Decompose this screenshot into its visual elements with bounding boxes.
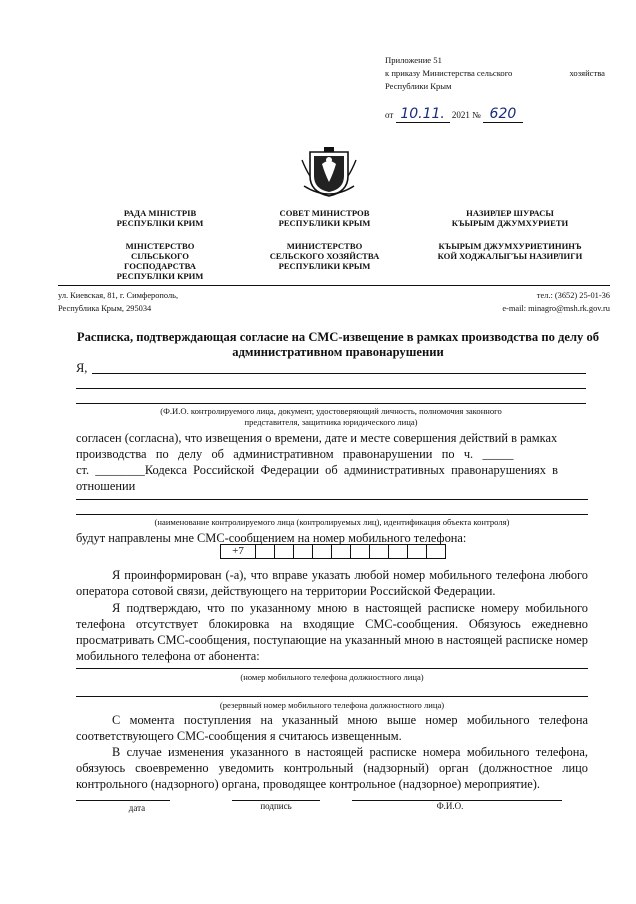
- consent-line3: ст. ________Кодекса Российской Федерации об административных правонарушениях в: [76, 463, 558, 477]
- address-street: ул. Киевская, 81, г. Симферополь,: [58, 291, 179, 300]
- header-divider: [58, 285, 610, 286]
- header-col3-line4: КОЙ ХОДЖАЛЫГЪЫ НАЗИРЛИГИ: [437, 251, 583, 261]
- date-caption: дата: [128, 803, 146, 813]
- reserve-phone-line[interactable]: [76, 696, 588, 697]
- target-input-line-2[interactable]: [76, 514, 588, 515]
- crimea-emblem-icon: [300, 146, 358, 198]
- phone-digit-box[interactable]: [407, 544, 427, 559]
- address-right: [420, 289, 610, 315]
- header-col2-line4: СЕЛЬСКОГО ХОЗЯЙСТВА: [269, 251, 380, 261]
- fio-caption-sign: Ф.И.О.: [436, 801, 464, 811]
- paragraph-notified: С момента поступления на указанный мною выше номер мобильного телефона соответствующего СМС-сообщения я считаюсь извещенным.: [76, 713, 588, 743]
- appendix-line3: Республики Крым: [385, 81, 452, 91]
- consent-line1: согласен (согласна), что извещения о времени, дате и месте совершения действий в рамках: [76, 431, 558, 445]
- header-col1-line1: РАДА МІНІСТРІВ: [123, 208, 197, 218]
- appendix-line1: Приложение 51: [385, 55, 442, 65]
- ya-label: Я,: [76, 361, 88, 375]
- consent-line2: производства по делу об административном правонарушении по ч. _____: [76, 447, 514, 461]
- header-col2-line5: РЕСПУБЛИКИ КРЫМ: [278, 261, 371, 271]
- phone-digit-box[interactable]: [369, 544, 389, 559]
- phone-digit-box[interactable]: [255, 544, 275, 559]
- header-col2-line3: МИНИСТЕРСТВО: [286, 241, 363, 251]
- address-phone: тел.: (3652) 25-01-36: [536, 291, 610, 300]
- fio-input-line-2[interactable]: [76, 388, 586, 389]
- paragraph-confirm: Я подтверждаю, что по указанному мною в настоящей расписке номеру мобильного телефона отсутствует блокировка на входящие СМС-сообщения. Обязуюсь ежедневно просматривать СМС-сообщения, поступающие на указанный мною в настоящей расписке номер мобильного телефона от абонента:: [76, 601, 588, 663]
- phone-digit-box[interactable]: [388, 544, 408, 559]
- phone-digit-box[interactable]: [293, 544, 313, 559]
- handwritten-number: 620: [483, 106, 523, 123]
- header-col3-line2: КЪЫРЫМ ДЖУМХУРИЕТИ: [451, 218, 569, 228]
- appendix-line2b: хозяйства: [569, 68, 605, 78]
- fio-input-line-3[interactable]: [76, 403, 586, 404]
- header-crimean-tatar: [410, 208, 610, 261]
- order-date-line: [385, 106, 523, 123]
- appendix-block: [385, 54, 605, 93]
- header-col1-line6: РЕСПУБЛІКИ КРИМ: [116, 271, 204, 281]
- date-prefix: от: [385, 110, 394, 120]
- address-left: [58, 289, 178, 315]
- address-email: e-mail: minagro@msh.rk.gov.ru: [502, 304, 610, 313]
- officer-phone-line[interactable]: [76, 668, 588, 669]
- header-col3-line1: НАЗИРЛЕР ШУРАСЫ: [466, 208, 554, 218]
- appendix-line2: [385, 67, 605, 80]
- header-ukrainian: [90, 208, 230, 281]
- date-year: 2021 №: [451, 110, 481, 120]
- fio-caption: [76, 406, 586, 428]
- document-title: Расписка, подтверждающая согласие на СМС-извещение в рамках производства по делу об административном правонарушении: [76, 330, 600, 359]
- phone-digit-box[interactable]: [350, 544, 370, 559]
- reserve-phone-caption: (резервный номер мобильного телефона должностного лица): [219, 700, 445, 710]
- header-col2-line2: РЕСПУБЛИКИ КРЫМ: [278, 218, 371, 228]
- paragraph-informed: Я проинформирован (-а), что вправе указать любой номер мобильного телефона любого оператора сотовой связи, действующего на территории Российской Федерации.: [76, 568, 588, 598]
- fio-caption-line1: (Ф.И.О. контролируемого лица, документ, удостоверяющий личность, полномочия законного: [160, 406, 502, 416]
- header-col2-line1: СОВЕТ МИНИСТРОВ: [279, 208, 370, 218]
- target-input-line-1[interactable]: [76, 499, 588, 500]
- header-russian: [242, 208, 407, 271]
- header-col1-line3: МІНІСТЕРСТВО: [125, 241, 195, 251]
- header-col1-line5: ГОСПОДАРСТВА: [124, 261, 196, 271]
- date-sign-line[interactable]: [76, 800, 170, 801]
- handwritten-date: 10.11.: [396, 106, 450, 123]
- fio-input-line-1[interactable]: [92, 373, 586, 374]
- paragraph-change: В случае изменения указанного в настоящей расписке номера мобильного телефона, обязуюсь своевременно уведомить контрольный (надзорный) орган (должностное лицо контрольного (надзорного) органа, проводящее контрольное (надзорное) мероприятие).: [76, 745, 588, 791]
- phone-digit-box[interactable]: [426, 544, 446, 559]
- naim-caption: (наименование контролируемого лица (контролируемых лиц), идентификация объекта контроля): [154, 517, 510, 527]
- header-col1-line2: РЕСПУБЛІКИ КРИМ: [116, 218, 204, 228]
- fio-caption-line2: представителя, защитника юридического лица): [244, 417, 418, 427]
- phone-digit-box[interactable]: [312, 544, 332, 559]
- signature-caption: подпись: [260, 801, 292, 811]
- appendix-line2a: к приказу Министерства сельского: [385, 68, 513, 78]
- phone-digit-box[interactable]: [331, 544, 351, 559]
- header-col1-line4: СІЛЬСЬКОГО: [131, 251, 189, 261]
- consent-paragraph: [76, 430, 588, 494]
- consent-line4: отношении: [76, 479, 136, 493]
- officer-phone-caption: (номер мобильного телефона должностного лица): [240, 672, 424, 682]
- address-city: Республика Крым, 295034: [58, 304, 152, 313]
- sms-line: будут направлены мне СМС-сообщением на номер мобильного телефона:: [76, 531, 467, 545]
- header-col3-line3: КЪЫРЫМ ДЖУМХУРИЕТИНИНЪ: [438, 241, 582, 251]
- phone-digit-box[interactable]: [274, 544, 294, 559]
- phone-prefix-box: +7: [220, 544, 256, 559]
